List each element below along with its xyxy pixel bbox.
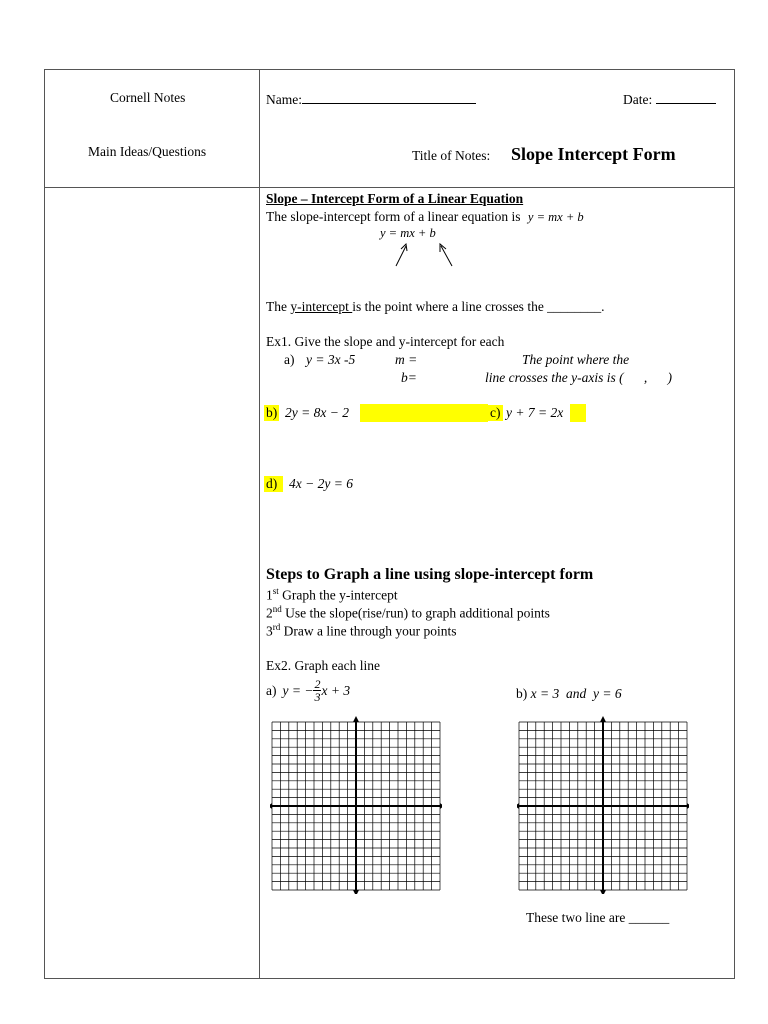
date-label: Date:: [623, 92, 653, 107]
step2-text: Use the slope(rise/run) to graph additional points: [281, 605, 550, 621]
ex2b-label: b): [516, 686, 528, 701]
note-line2: line crosses the y-axis is ( , ): [485, 370, 672, 385]
date-blank[interactable]: [656, 91, 716, 104]
notes-title-label: Title of Notes:: [412, 148, 491, 163]
cornell-notes-label: Cornell Notes: [110, 90, 186, 105]
arrow-right-icon: [687, 803, 689, 809]
step1-num: 1: [266, 587, 273, 603]
section2-heading: Steps to Graph a line using slope-intercept form: [266, 566, 594, 583]
step-1: [266, 586, 398, 604]
step1-sup: st: [272, 586, 279, 596]
arrow-down-icon: [600, 890, 606, 894]
step-3: [266, 622, 456, 640]
step1-text: Graph the y-intercept: [278, 587, 398, 603]
ex2-label: Ex2. Graph each line: [266, 658, 380, 673]
column-divider: [259, 69, 260, 979]
center-formula: y = mx + b: [380, 226, 436, 240]
date-field[interactable]: [623, 91, 716, 108]
arrow-left-icon: [270, 803, 272, 809]
ex1b-answer-highlight: [360, 404, 488, 422]
ex1c-equation: y + 7 = 2x: [506, 405, 564, 420]
ex1b-label: b): [266, 405, 278, 420]
yint-term: y-intercept: [290, 299, 353, 314]
step3-text: Draw a line through your points: [280, 623, 457, 639]
step-2: [266, 604, 550, 622]
name-label: Name:: [266, 92, 302, 107]
yint-pre: The: [266, 299, 291, 314]
main-ideas-label: Main Ideas/Questions: [88, 144, 207, 159]
ex2b-equation: [516, 686, 622, 702]
note-line1: The point where the: [522, 352, 630, 367]
ex1d-equation: 4x − 2y = 6: [289, 476, 353, 491]
y-intercept-definition: [266, 299, 605, 315]
conclusion-text: These two line are ______: [526, 910, 670, 925]
ex1c-answer-highlight: [570, 404, 586, 422]
m-label: m =: [395, 352, 418, 367]
b-label: b=: [401, 370, 417, 385]
name-field[interactable]: [266, 91, 476, 108]
step2-sup: nd: [272, 604, 282, 614]
step3-num: 3: [266, 623, 273, 639]
ex1-label: Ex1. Give the slope and y-intercept for each: [266, 334, 505, 349]
arrow-up-icon: [353, 716, 359, 722]
section1-heading: Slope – Intercept Form of a Linear Equation: [266, 191, 524, 206]
ex2a-rhs: x + 3: [321, 682, 351, 698]
ex1c-label: c): [490, 405, 501, 420]
ex1d-label: d): [264, 476, 283, 492]
intro-sentence: The slope-intercept form of a linear equation is: [266, 209, 521, 224]
yint-post: is the point where a line crosses the ________.: [352, 299, 605, 314]
header-divider: [44, 187, 735, 188]
ex1a-equation: y = 3x -5: [306, 352, 356, 367]
formula-arrows: [390, 240, 460, 270]
ex2b-eq: x = 3 and y = 6: [530, 686, 622, 701]
arrow-down-icon: [353, 890, 359, 894]
coordinate-grid-a[interactable]: [270, 716, 442, 894]
name-blank[interactable]: [302, 91, 476, 104]
intro-formula: y = mx + b: [527, 210, 584, 224]
ex2a-label: a): [266, 682, 277, 698]
step2-num: 2: [266, 605, 273, 621]
arrow-left-icon: [517, 803, 519, 809]
ex2a-denominator: 3: [314, 690, 321, 704]
arrow-right-icon: [440, 803, 442, 809]
ex2a-lhs: y = −: [282, 682, 314, 698]
coordinate-grid-b[interactable]: [517, 716, 689, 894]
ex2a-equation: [266, 678, 350, 703]
arrow-up-icon: [600, 716, 606, 722]
ex1b-equation: 2y = 8x − 2: [285, 405, 349, 420]
intro-text: [266, 209, 584, 225]
notes-title: Slope Intercept Form: [511, 144, 676, 164]
step3-sup: rd: [272, 622, 281, 632]
ex2a-numerator: 2: [314, 677, 321, 691]
ex1a-label: a): [284, 352, 295, 367]
